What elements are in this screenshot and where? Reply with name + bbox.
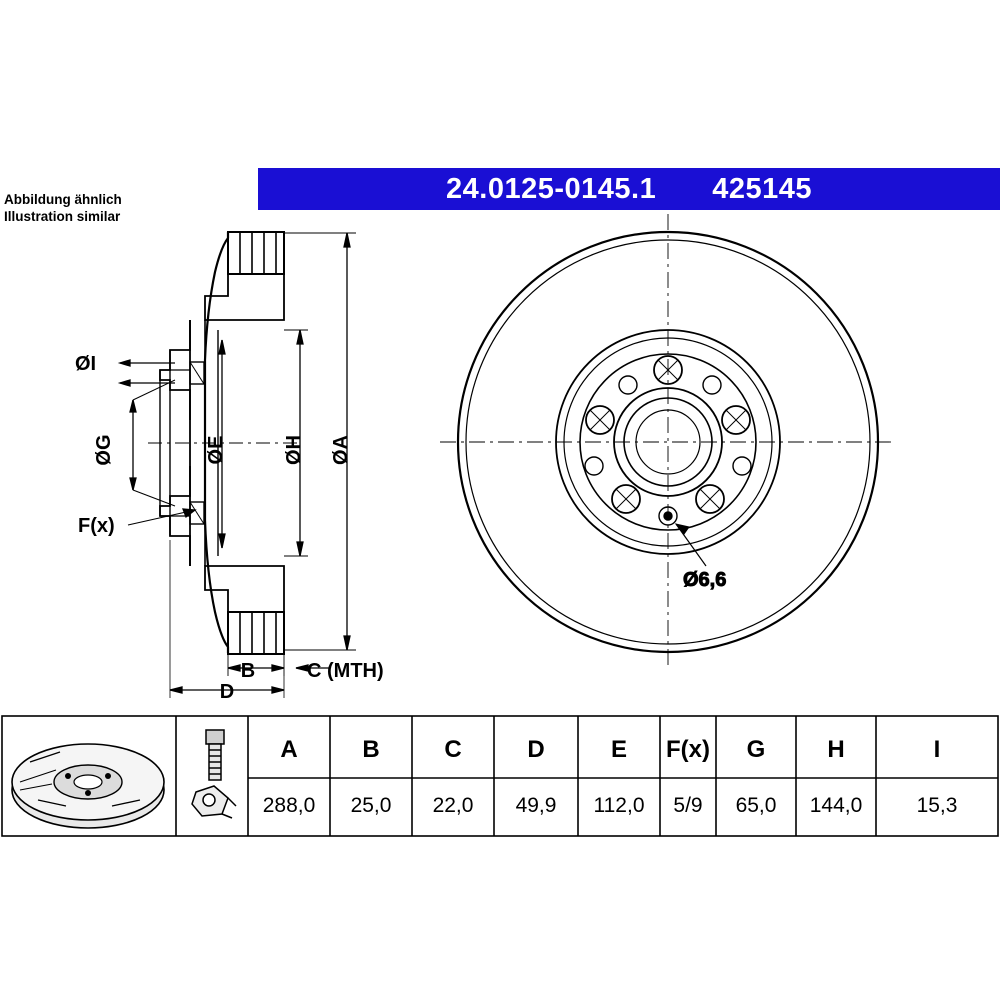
locating-hole — [733, 457, 751, 475]
label-Fx: F(x) — [78, 515, 115, 537]
table-value-C: 22,0 — [432, 794, 474, 817]
table-header-I: I — [933, 736, 941, 763]
table-value-G: 65,0 — [735, 794, 777, 817]
table-value-Fx: 5/9 — [673, 794, 703, 817]
bolt-icon — [192, 730, 236, 818]
table-value-row — [263, 794, 958, 817]
arrowhead — [297, 542, 303, 556]
table-header-A: A — [280, 736, 298, 763]
part-number: 24.0125-0145.1 — [446, 172, 657, 205]
disc-body-top — [205, 274, 284, 320]
label-C-MTH: C (MTH) — [307, 660, 384, 682]
leader — [133, 490, 175, 506]
table-value-I: 15,3 — [916, 794, 958, 817]
label-dia-H: ØH — [283, 435, 305, 465]
label-dia-G: ØG — [93, 434, 115, 466]
arrowhead — [272, 665, 284, 671]
table-header-row — [280, 736, 940, 763]
arrowhead — [272, 687, 284, 693]
arrowhead — [344, 636, 350, 650]
article-number: 425145 — [712, 172, 812, 205]
illustration-note-line2: Illustration similar — [4, 208, 121, 224]
table-value-A: 288,0 — [262, 794, 316, 817]
arrowhead — [219, 340, 225, 354]
arrowhead — [120, 360, 130, 366]
table-header-Fx: F(x) — [666, 736, 710, 763]
hatch-line — [190, 362, 204, 384]
locating-hole — [619, 376, 637, 394]
table-header-E: E — [610, 736, 628, 763]
arrowhead — [228, 665, 240, 671]
table-header-H: H — [827, 736, 845, 763]
table-header-D: D — [527, 736, 545, 763]
dimension-lines — [120, 233, 356, 698]
label-dia-E: ØE — [205, 435, 227, 465]
label-B: B — [240, 660, 256, 682]
illustration-note-line1: Abbildung ähnlich — [4, 192, 122, 207]
arrowhead — [297, 330, 303, 344]
front-view — [440, 214, 896, 670]
section-view-labels — [75, 353, 384, 703]
label-dia-6-6: Ø6,6 — [683, 569, 727, 591]
brake-disc-icon — [12, 744, 164, 828]
table-value-E: 112,0 — [593, 794, 645, 817]
locating-hole — [703, 376, 721, 394]
arrowhead — [130, 400, 136, 412]
table-header-C: C — [444, 736, 462, 763]
table-header-G: G — [746, 736, 766, 763]
arrowhead — [130, 478, 136, 490]
arrowhead — [120, 380, 130, 386]
label-dia-I: ØI — [75, 353, 97, 375]
table-value-D: 49,9 — [515, 794, 557, 817]
arrowhead — [219, 534, 225, 548]
disc-body-bottom — [205, 566, 284, 612]
locating-hole — [585, 457, 603, 475]
label-dia-A: ØA — [330, 435, 352, 465]
arrowhead — [344, 233, 350, 247]
table-value-H: 144,0 — [809, 794, 863, 817]
table-value-B: 25,0 — [350, 794, 392, 817]
label-D: D — [219, 681, 235, 703]
arrowhead — [170, 687, 182, 693]
table-header-B: B — [362, 736, 380, 763]
